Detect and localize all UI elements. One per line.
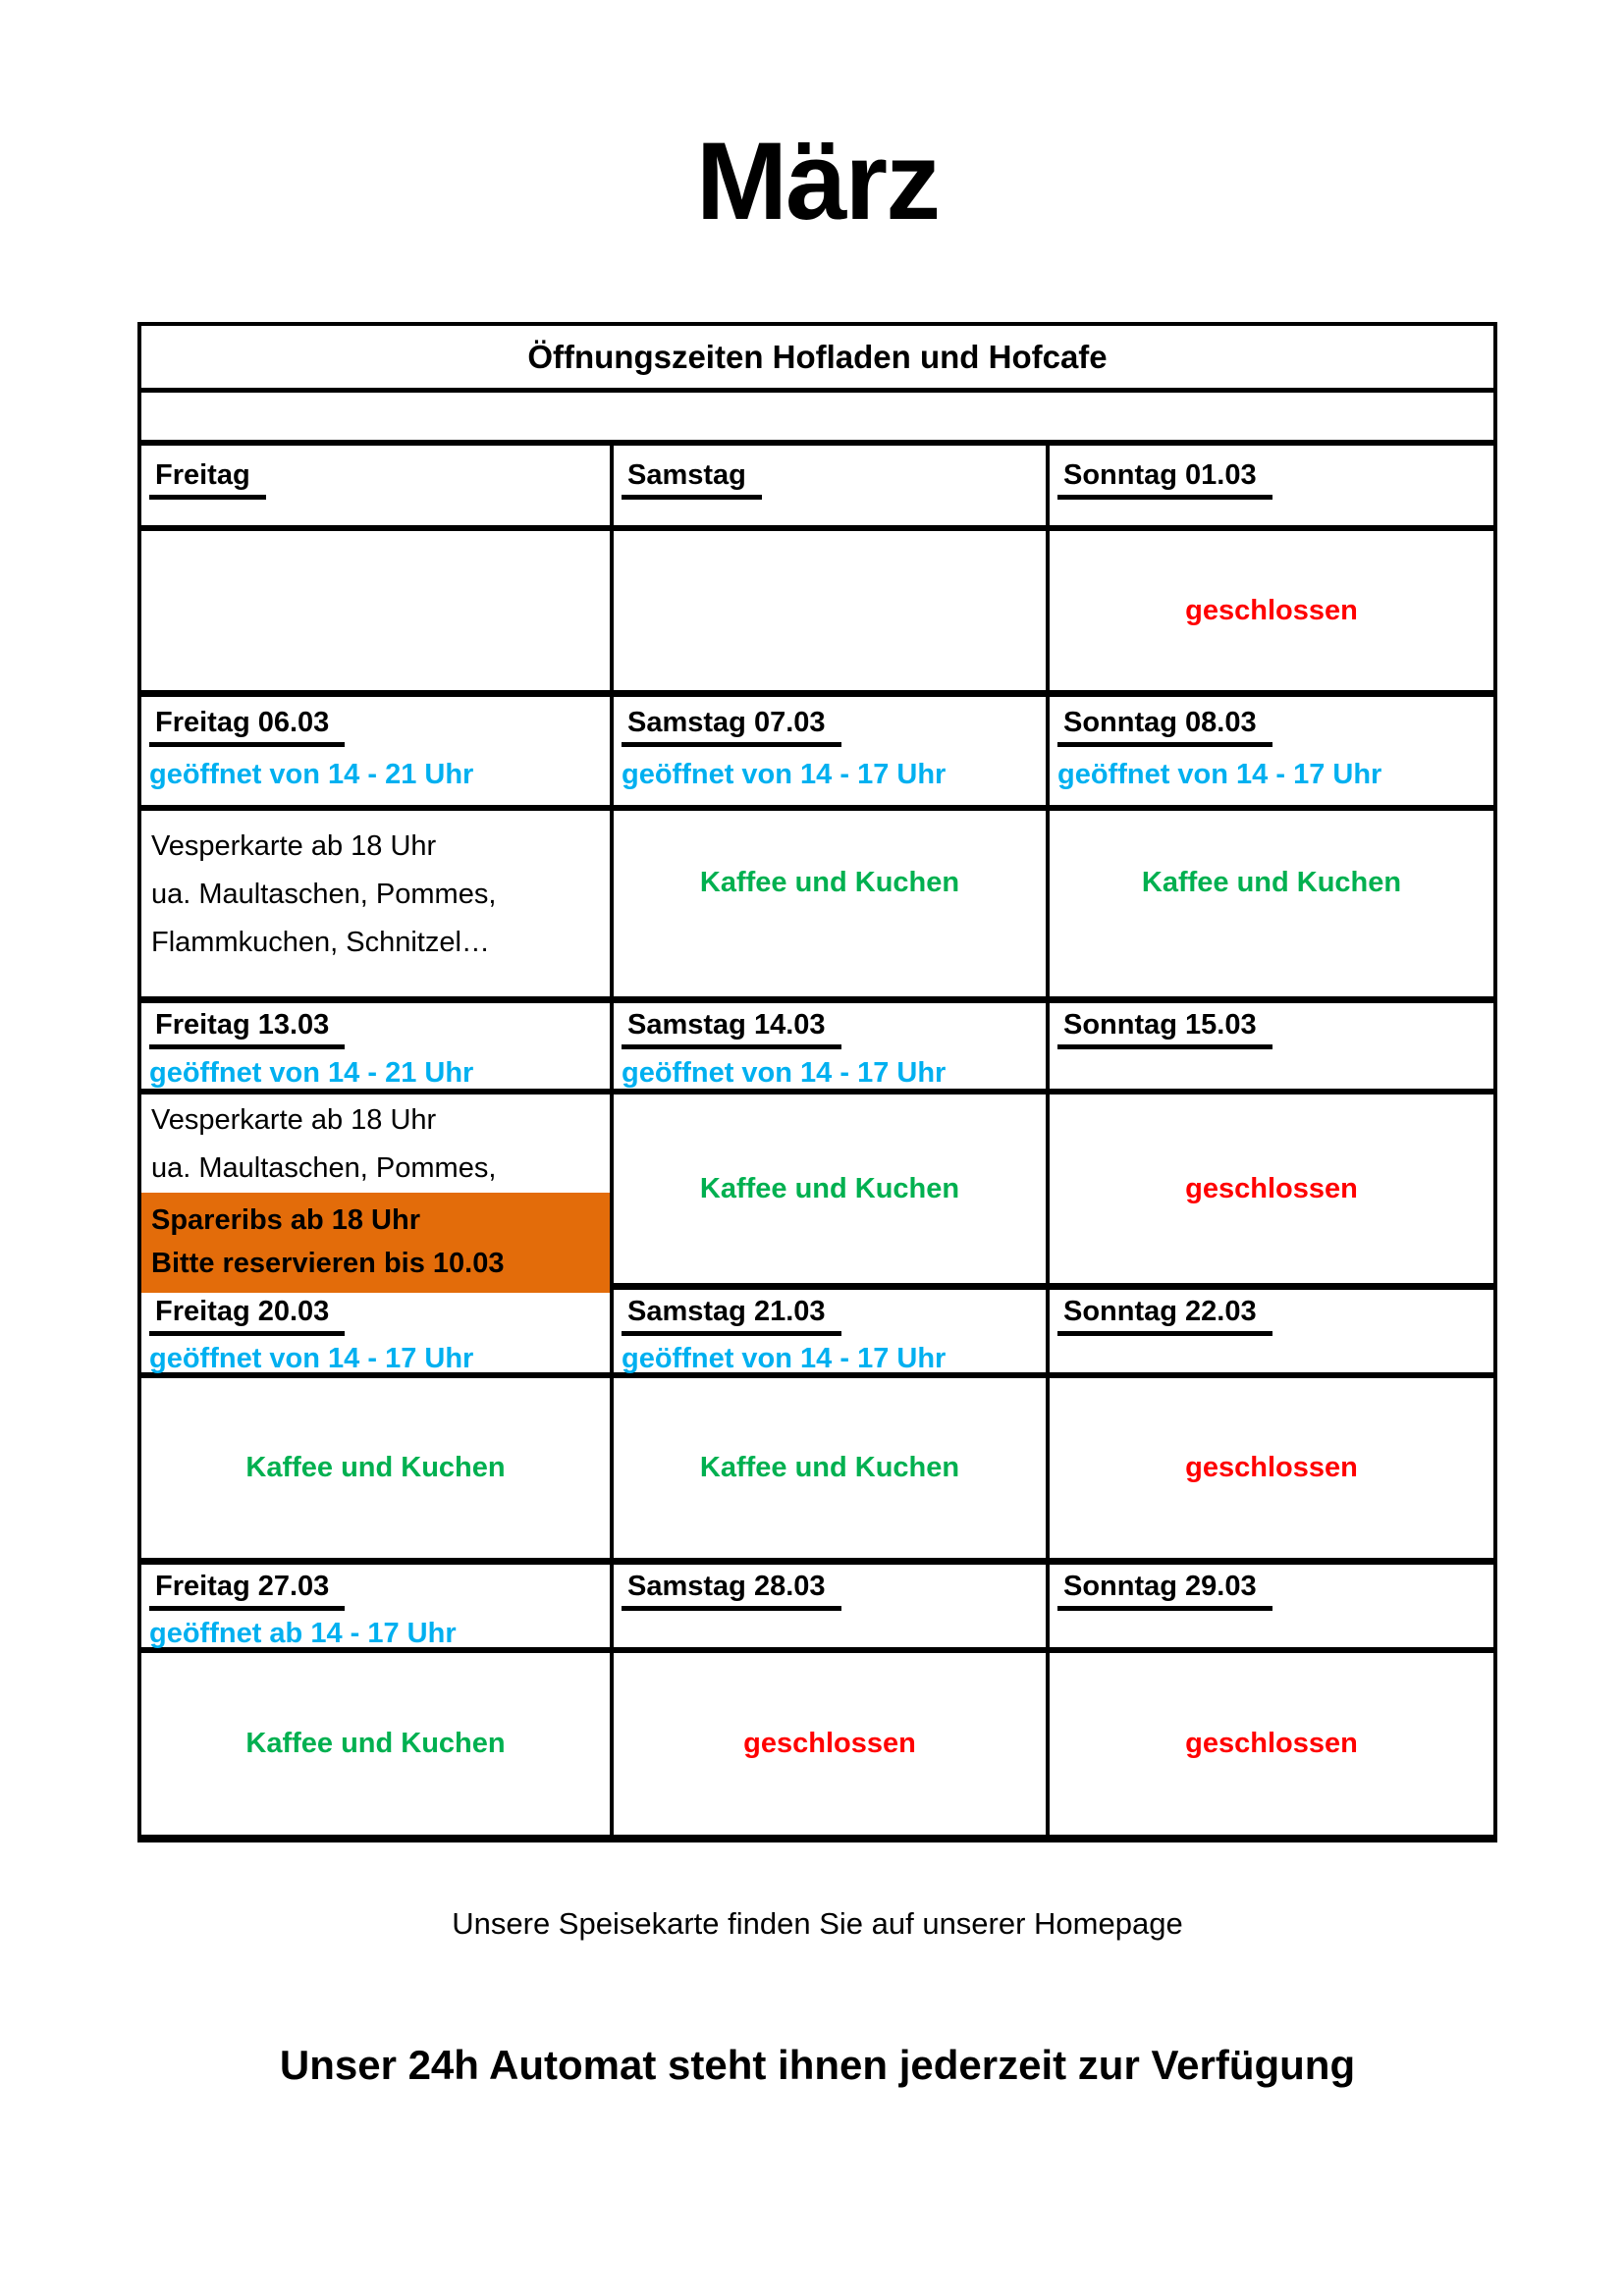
open-hours: geöffnet von 14 - 17 Uhr (622, 1057, 947, 1089)
day-label: Sonntag 29.03 (1057, 1569, 1272, 1611)
menu-lines (141, 811, 610, 967)
open-hours: geöffnet von 14 - 21 Uhr (149, 759, 474, 790)
status-coffee (610, 1095, 1046, 1283)
table-title: Öffnungszeiten Hofladen und Hofcafe (527, 338, 1108, 375)
day-header-saturday-1403 (610, 1003, 1046, 1089)
status-coffee (141, 1653, 610, 1835)
day-header-sunday-1503 (1046, 1003, 1493, 1089)
day-label: Samstag 07.03 (622, 705, 841, 747)
status-text: geschlossen (743, 1728, 916, 1759)
status-coffee (610, 811, 1046, 996)
highlight-note (141, 1193, 610, 1293)
status-closed (1046, 1095, 1493, 1283)
status-text: geschlossen (1185, 1452, 1358, 1483)
status-text: Kaffee und Kuchen (699, 867, 960, 898)
status-text: Kaffee und Kuchen (245, 1728, 506, 1759)
status-text: geschlossen (1185, 1728, 1358, 1759)
day-label: Samstag 21.03 (622, 1294, 841, 1336)
day-label: Sonntag 22.03 (1057, 1294, 1272, 1336)
day-header-friday (141, 446, 610, 525)
week4-header-row (141, 1290, 1493, 1378)
day-header-sunday-2903 (1046, 1565, 1493, 1647)
menu-line: ua. Maultaschen, Pommes, (151, 1152, 497, 1184)
day-header-saturday-2103 (610, 1290, 1046, 1372)
week4-body-row (141, 1378, 1493, 1565)
menu-line: Vesperkarte ab 18 Uhr (151, 830, 437, 862)
status-closed (1046, 1378, 1493, 1558)
day-label: Freitag 06.03 (149, 705, 345, 747)
day-label: Samstag (622, 457, 762, 500)
day-header-sunday-0803 (1046, 697, 1493, 805)
footer-note: Unsere Speisekarte finden Sie auf unserer Homepage (452, 1906, 1183, 1941)
open-hours: geöffnet von 14 - 17 Uhr (149, 1343, 474, 1374)
day-header-saturday (610, 446, 1046, 525)
empty-cell (141, 531, 610, 690)
day-label: Freitag 13.03 (149, 1007, 345, 1049)
week5-header-row (141, 1565, 1493, 1653)
menu-line: Flammkuchen, Schnitzel… (151, 927, 490, 958)
status-text: Kaffee und Kuchen (699, 1452, 960, 1483)
highlight-line: Bitte reservieren bis 10.03 (151, 1248, 505, 1279)
day-label: Freitag 20.03 (149, 1294, 345, 1336)
menu-lines (141, 1095, 610, 1193)
day-header-friday-0603 (141, 697, 610, 805)
spacer-row (141, 393, 1493, 446)
open-hours: geöffnet ab 14 - 17 Uhr (149, 1618, 457, 1649)
open-hours: geöffnet von 14 - 21 Uhr (149, 1057, 474, 1089)
open-hours: geöffnet von 14 - 17 Uhr (622, 759, 947, 790)
schedule-table (137, 322, 1497, 1842)
day-header-friday-2003 (141, 1290, 610, 1372)
day-header-saturday-0703 (610, 697, 1046, 805)
open-hours: geöffnet von 14 - 17 Uhr (1057, 759, 1382, 790)
week3-header-row (141, 1003, 1493, 1095)
empty-cell (610, 531, 1046, 690)
status-coffee (1046, 811, 1493, 996)
status-closed (1046, 1653, 1493, 1835)
menu-line: ua. Maultaschen, Pommes, (151, 879, 497, 910)
page-title: März (695, 120, 940, 242)
week3-body-row (141, 1095, 1493, 1290)
day-label: Freitag (149, 457, 266, 500)
menu-line: Vesperkarte ab 18 Uhr (151, 1104, 437, 1136)
footer-bold-note: Unser 24h Automat steht ihnen jederzeit zur Verfügung (279, 2042, 1356, 2088)
table-title-row (141, 326, 1493, 393)
day-label: Samstag 14.03 (622, 1007, 841, 1049)
status-closed (1046, 531, 1493, 690)
status-coffee (610, 1378, 1046, 1558)
status-text: Kaffee und Kuchen (1141, 867, 1402, 898)
status-text: geschlossen (1185, 594, 1358, 626)
week1-header-row (141, 446, 1493, 531)
week5-body-row (141, 1653, 1493, 1835)
day-header-sunday-2203 (1046, 1290, 1493, 1372)
week2-body-row (141, 811, 1493, 1003)
status-text: Kaffee und Kuchen (245, 1452, 506, 1483)
status-text: Kaffee und Kuchen (699, 1172, 960, 1204)
day-header-friday-2703 (141, 1565, 610, 1647)
week1-body-row (141, 531, 1493, 697)
day-label: Sonntag 08.03 (1057, 705, 1272, 747)
status-closed (610, 1653, 1046, 1835)
day-header-sunday-0103 (1046, 446, 1493, 525)
highlight-line: Spareribs ab 18 Uhr (151, 1204, 420, 1236)
status-coffee (141, 1378, 610, 1558)
day-label: Freitag 27.03 (149, 1569, 345, 1611)
day-header-friday-1303 (141, 1003, 610, 1089)
day-label: Sonntag 01.03 (1057, 457, 1272, 500)
week2-header-row (141, 697, 1493, 811)
day-label: Sonntag 15.03 (1057, 1007, 1272, 1049)
open-hours: geöffnet von 14 - 17 Uhr (622, 1343, 947, 1374)
menu-cell (141, 811, 610, 996)
menu-cell (141, 1095, 610, 1283)
day-label: Samstag 28.03 (622, 1569, 841, 1611)
day-header-saturday-2803 (610, 1565, 1046, 1647)
status-text: geschlossen (1185, 1172, 1358, 1204)
